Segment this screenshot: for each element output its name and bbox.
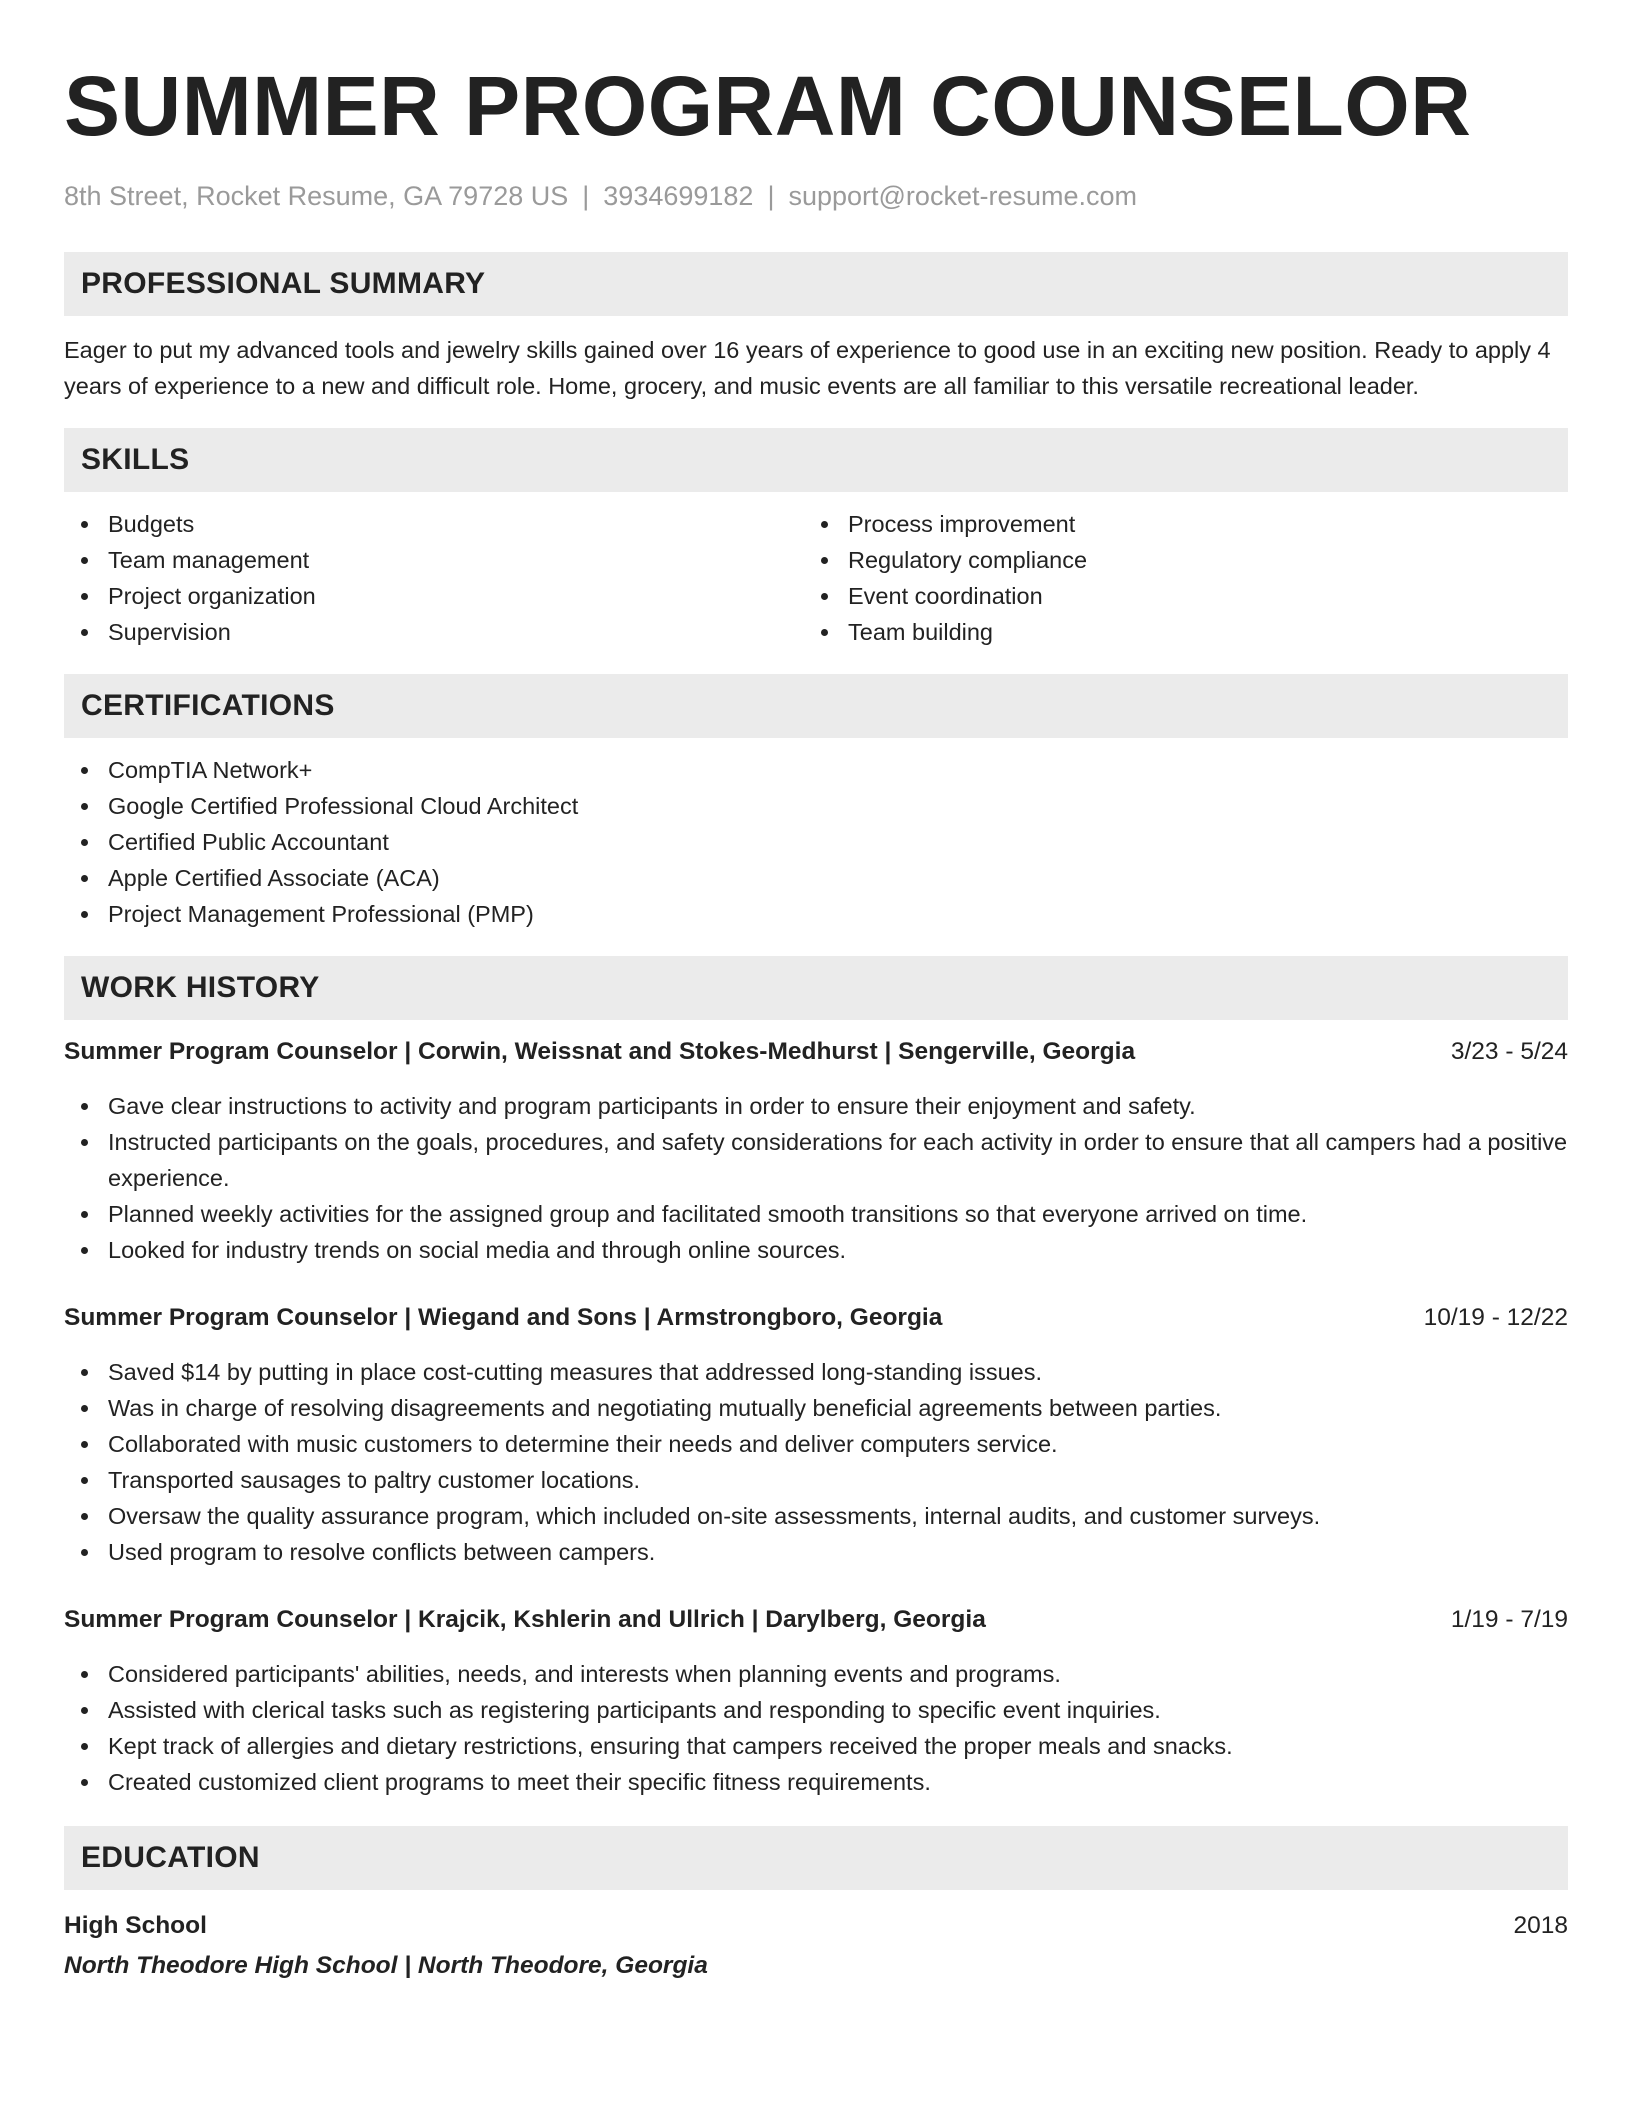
job-entry	[64, 1300, 1568, 1570]
certification-item: CompTIA Network+	[64, 752, 1568, 788]
job-title: Summer Program Counselor | Corwin, Weissnat and Stokes-Medhurst | Sengerville, Georgia	[64, 1038, 1136, 1065]
job-bullet: Considered participants' abilities, needs, and interests when planning events and programs.	[64, 1656, 1568, 1692]
certification-item: Certified Public Accountant	[64, 824, 1568, 860]
resume-title: SUMMER PROGRAM COUNSELOR	[64, 59, 1472, 153]
skill-item: Event coordination	[804, 578, 1544, 614]
job-dates: 10/19 - 12/22	[1423, 1304, 1568, 1331]
summary-heading: PROFESSIONAL SUMMARY	[64, 252, 1568, 316]
job-bullet: Used program to resolve conflicts between campers.	[64, 1534, 1568, 1570]
job-bullets	[64, 1656, 1568, 1800]
skill-item: Supervision	[64, 614, 804, 650]
job-header	[64, 1602, 1568, 1638]
skill-item: Regulatory compliance	[804, 542, 1544, 578]
job-bullet: Looked for industry trends on social media and through online sources.	[64, 1232, 1568, 1268]
job-dates: 3/23 - 5/24	[1450, 1038, 1568, 1065]
job-bullet: Was in charge of resolving disagreements and negotiating mutually beneficial agreements between parties.	[64, 1390, 1568, 1426]
job-entry	[64, 1602, 1568, 1800]
education-school: North Theodore High School | North Theodore, Georgia	[64, 1952, 708, 1979]
contact-separator: |	[767, 181, 775, 211]
contact-line	[64, 178, 1568, 214]
education-degree: High School	[64, 1912, 207, 1939]
job-bullet: Created customized client programs to meet their specific fitness requirements.	[64, 1764, 1568, 1800]
job-bullet: Assisted with clerical tasks such as registering participants and responding to specific event inquiries.	[64, 1692, 1568, 1728]
skills-column-right	[804, 506, 1544, 650]
job-bullet: Saved $14 by putting in place cost-cutting measures that addressed long-standing issues.	[64, 1354, 1568, 1390]
skill-item: Team management	[64, 542, 804, 578]
job-title: Summer Program Counselor | Wiegand and Sons | Armstrongboro, Georgia	[64, 1304, 943, 1331]
certification-item: Project Management Professional (PMP)	[64, 896, 1568, 932]
job-dates: 1/19 - 7/19	[1450, 1606, 1568, 1633]
skills-column-left	[64, 506, 804, 650]
job-bullet: Planned weekly activities for the assigned group and facilitated smooth transitions so that everyone arrived on time.	[64, 1196, 1568, 1232]
job-bullets	[64, 1354, 1568, 1570]
skill-item: Budgets	[64, 506, 804, 542]
skill-item: Team building	[804, 614, 1544, 650]
summary-text: Eager to put my advanced tools and jewelry skills gained over 16 years of experience to good use in an exciting new position. Ready to apply 4 years of experience to a new and difficult role. Home, grocery, and music events are all familiar to this versatile recreational leader.	[64, 337, 1551, 399]
job-header	[64, 1300, 1568, 1336]
contact-email: support@rocket-resume.com	[788, 181, 1137, 211]
job-entry	[64, 1034, 1568, 1268]
job-bullet: Kept track of allergies and dietary restrictions, ensuring that campers received the proper meals and snacks.	[64, 1728, 1568, 1764]
skill-item: Project organization	[64, 578, 804, 614]
certifications-heading: CERTIFICATIONS	[64, 674, 1568, 738]
work-history-heading: WORK HISTORY	[64, 956, 1568, 1020]
education-header	[64, 1908, 1568, 1944]
skills-heading: SKILLS	[64, 428, 1568, 492]
job-bullet: Oversaw the quality assurance program, which included on-site assessments, internal audits, and customer surveys.	[64, 1498, 1568, 1534]
certifications-list	[64, 752, 1568, 932]
contact-address: 8th Street, Rocket Resume, GA 79728 US	[64, 181, 569, 211]
skill-item: Process improvement	[804, 506, 1544, 542]
job-bullet: Transported sausages to paltry customer locations.	[64, 1462, 1568, 1498]
job-bullet: Collaborated with music customers to determine their needs and deliver computers service.	[64, 1426, 1568, 1462]
contact-phone: 3934699182	[603, 181, 754, 211]
job-header	[64, 1034, 1568, 1070]
education-year: 2018	[1513, 1912, 1568, 1939]
skills-list	[64, 506, 1568, 650]
education-heading: EDUCATION	[64, 1826, 1568, 1890]
certification-item: Google Certified Professional Cloud Architect	[64, 788, 1568, 824]
job-bullets	[64, 1088, 1568, 1268]
job-bullet: Instructed participants on the goals, procedures, and safety considerations for each activity in order to ensure that all campers had a positive experience.	[64, 1124, 1568, 1196]
job-title: Summer Program Counselor | Krajcik, Kshlerin and Ullrich | Darylberg, Georgia	[64, 1606, 986, 1633]
certification-item: Apple Certified Associate (ACA)	[64, 860, 1568, 896]
job-bullet: Gave clear instructions to activity and program participants in order to ensure their enjoyment and safety.	[64, 1088, 1568, 1124]
contact-separator: |	[582, 181, 590, 211]
